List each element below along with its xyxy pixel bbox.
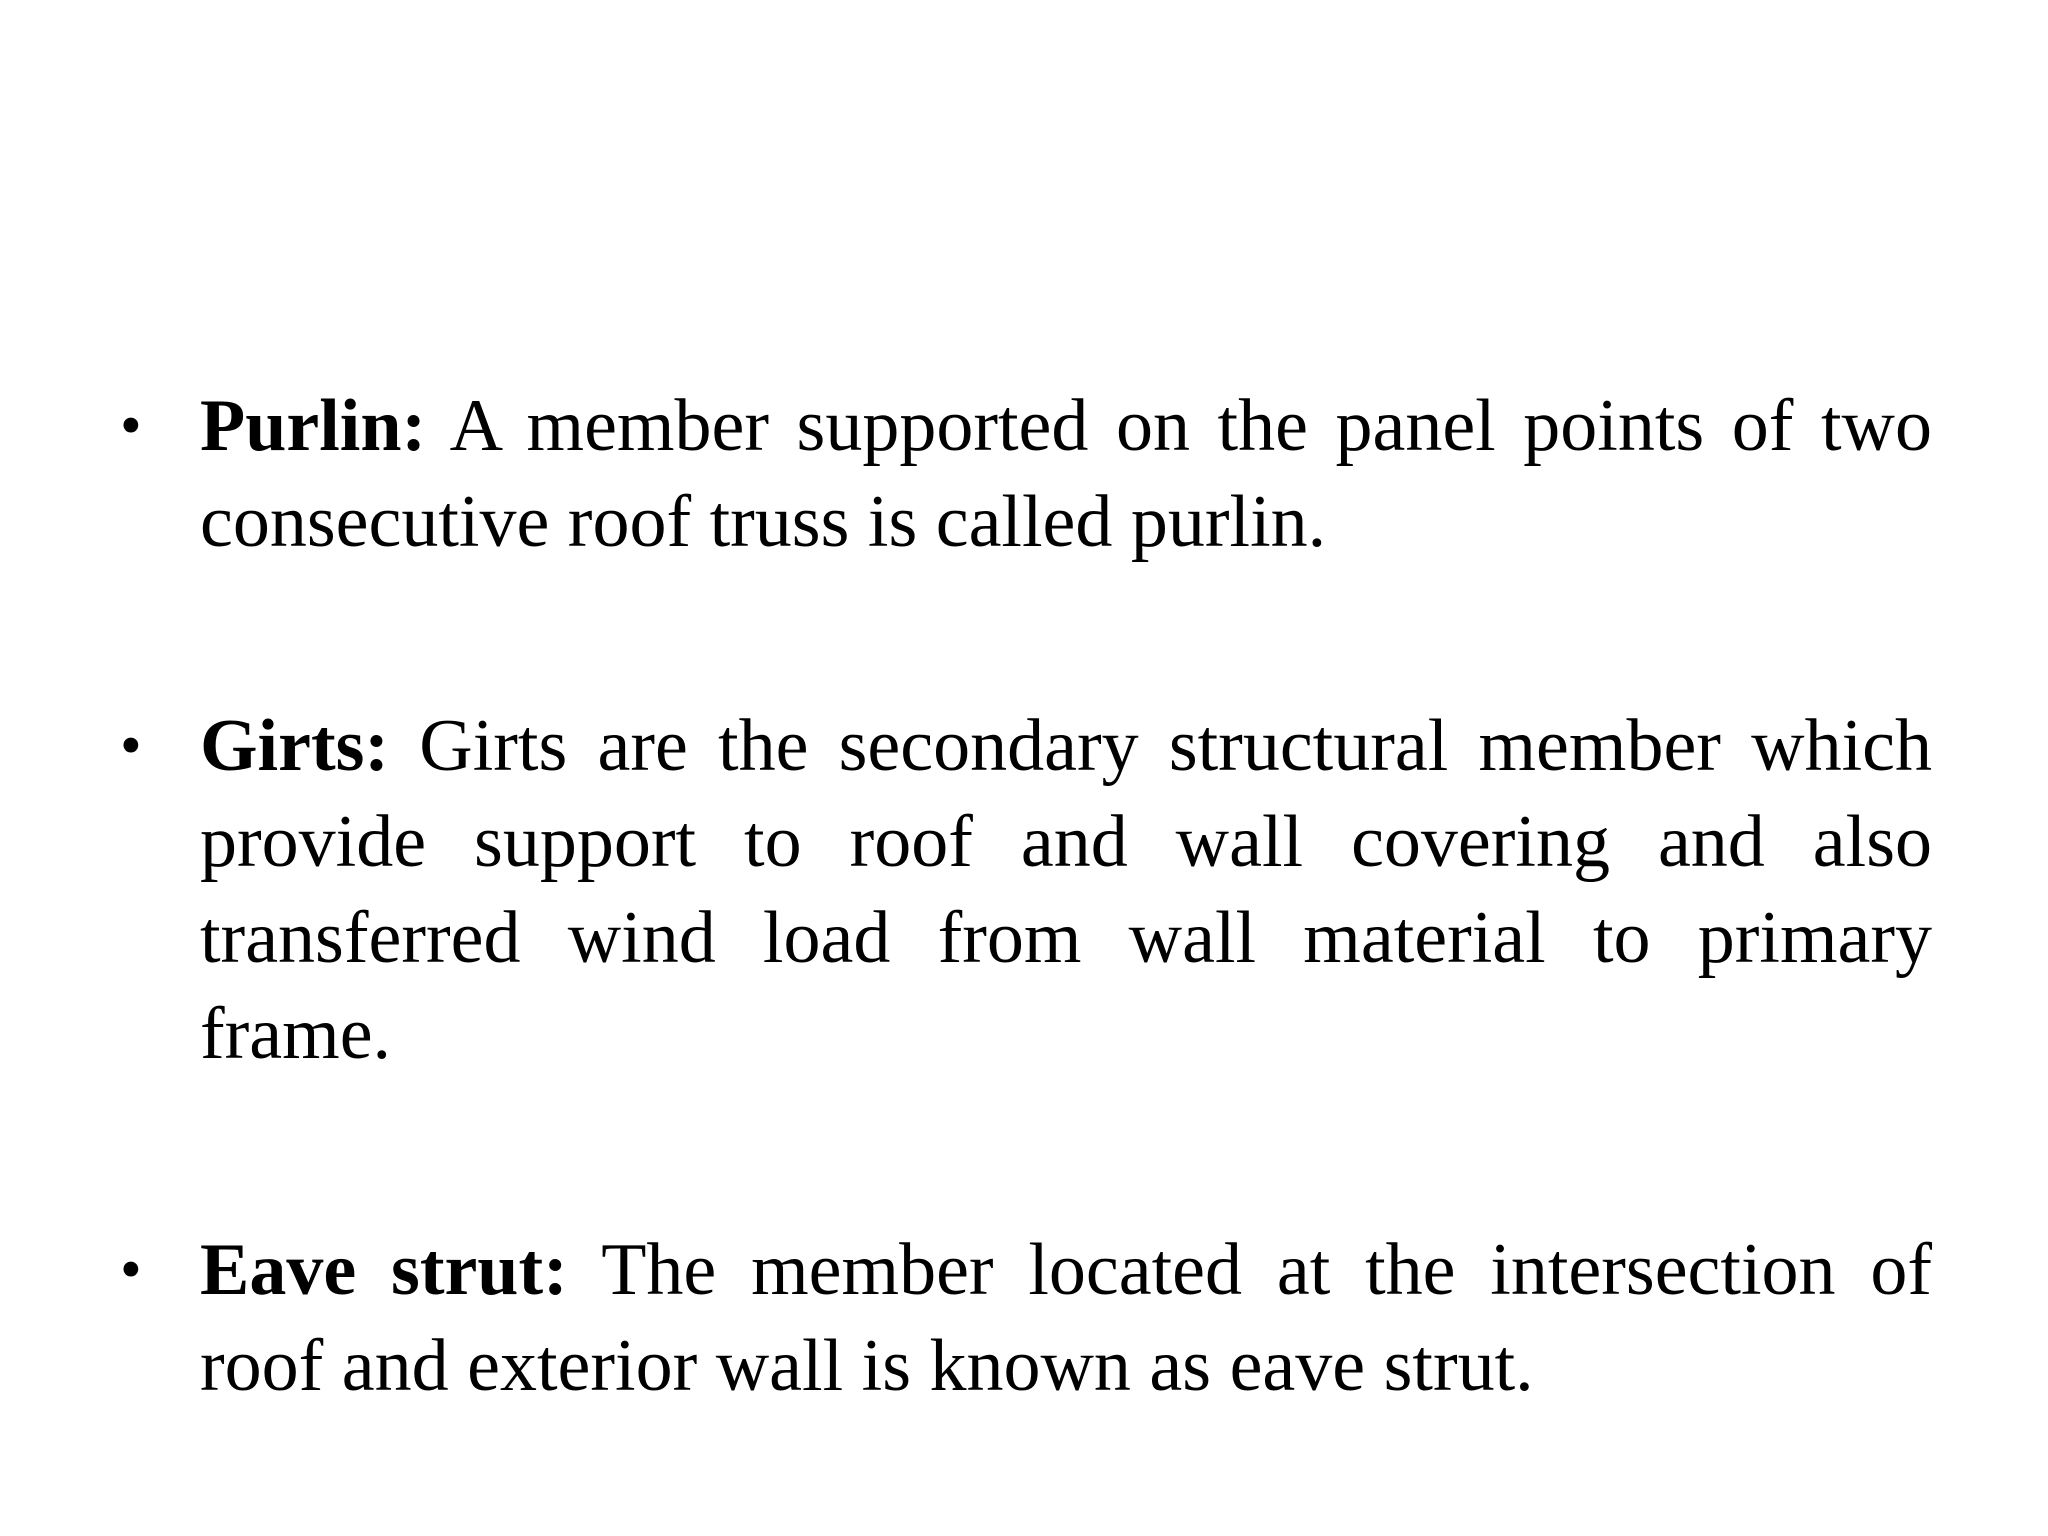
bullet-icon: • xyxy=(120,1236,142,1304)
term-girts: Girts: xyxy=(200,705,390,787)
bullet-item-purlin xyxy=(120,378,1932,570)
bullet-item-eave-strut xyxy=(120,1222,1932,1414)
definition-eave-strut: The member located at the intersection of roof and exterior wall is known as eave strut. xyxy=(200,1229,1932,1407)
term-purlin: Purlin: xyxy=(200,385,427,467)
definition-girts: Girts are the secondary structural member which provide support to roof and wall covering and also transferred wind load from wall material to primary frame. xyxy=(200,705,1932,1075)
bullet-icon: • xyxy=(120,392,142,460)
bullet-item-girts xyxy=(120,698,1932,1082)
definition-purlin: A member supported on the panel points of two consecutive roof truss is called purlin. xyxy=(200,385,1932,563)
bullet-icon: • xyxy=(120,712,142,780)
term-eave-strut: Eave strut: xyxy=(200,1229,568,1311)
